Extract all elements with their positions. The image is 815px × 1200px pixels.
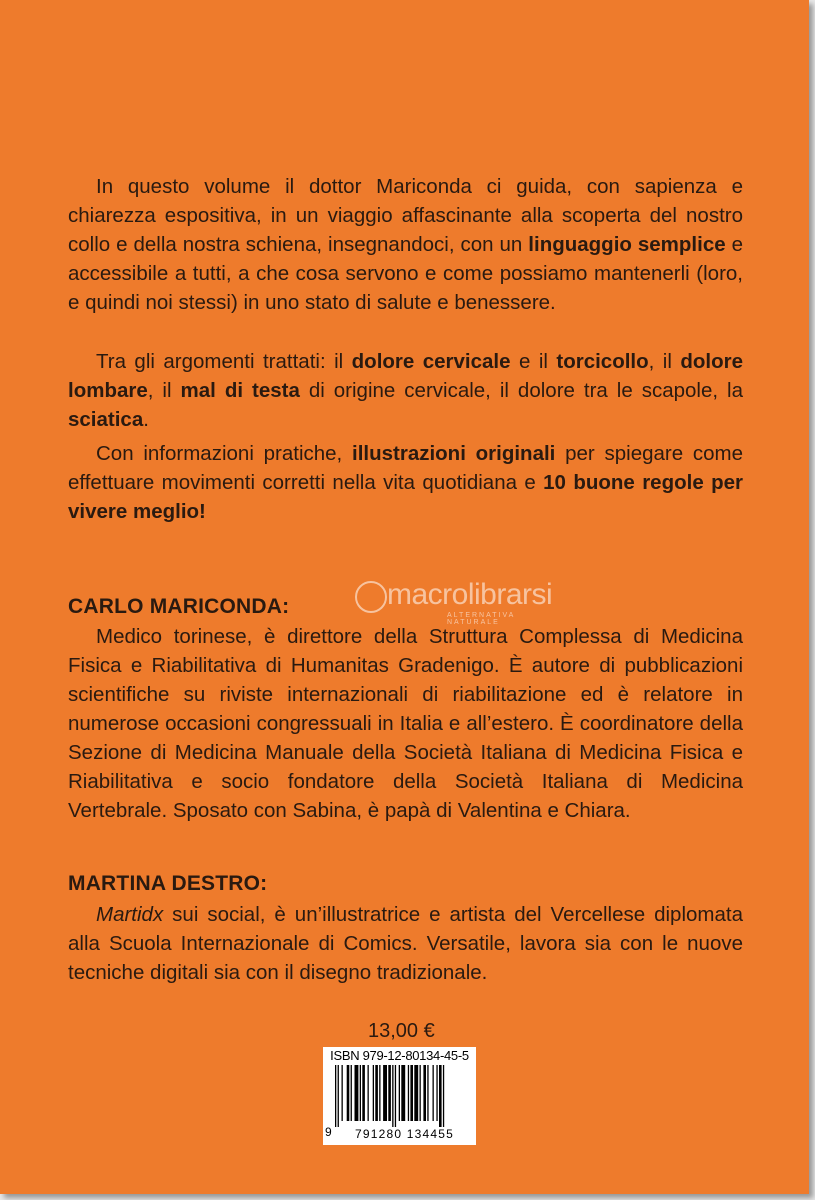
intro-paragraph-2 [68, 347, 743, 434]
bold-text: 10 buone regole per vivere meglio! [68, 471, 743, 523]
barcode-digits: 791280 134455 [354, 1127, 455, 1141]
barcode-bar [375, 1065, 378, 1121]
barcode-bar [423, 1065, 426, 1121]
author-bio-carlo: Medico torinese, è direttore della Struttura Complessa di Medicina Fisica e Riabilitativa di Humanitas Gradenigo. È autore di pubblicazioni scientifiche su riviste internazionali di riabilitazione ed è relatore in numerose occasioni congressuali in Italia e all’estero. È coordinatore della Sezione di Medicina Manuale della Società Italiana di Medicina Fisica e Riabilitativa e socio fondatore della Società Italiana di Medicina Vertebrale. Sposato con Sabina, è papà di Valentina e Chiara. [68, 625, 743, 822]
text-run: e il [510, 350, 557, 373]
barcode-bar [379, 1065, 380, 1121]
isbn-barcode [323, 1047, 476, 1145]
bold-text: illustrazioni originali [352, 442, 556, 465]
barcode-bar [383, 1065, 387, 1121]
barcode-bar [347, 1065, 350, 1121]
barcode-bar [362, 1065, 365, 1121]
isbn-label: ISBN 979-12-80134-45-5 [330, 1048, 469, 1063]
watermark [355, 578, 565, 628]
bold-text: linguaggio semplice [528, 233, 726, 256]
barcode-bar [408, 1065, 409, 1121]
author-heading-carlo: CARLO MARICONDA: [68, 595, 290, 618]
barcode-bar [342, 1065, 343, 1121]
barcode-bar [443, 1065, 444, 1127]
barcode-bar [399, 1065, 400, 1121]
barcode-bar [410, 1065, 413, 1121]
bold-text: dolore cervicale [351, 350, 511, 373]
barcode-bar [338, 1065, 339, 1127]
bold-text: sciatica [68, 408, 144, 431]
barcode-bar [351, 1065, 352, 1121]
barcode-bar [373, 1065, 374, 1121]
barcode-bar [436, 1065, 437, 1121]
barcode-bar [360, 1065, 361, 1121]
bold-text: torcicollo [556, 350, 649, 373]
text-run: In questo volume il dottor Mariconda ci guida, con sapienza e chiarezza espositiva, in un viaggio affascinante alla scoperta del nostro collo e della nostra schiena, insegnandoci, con un [68, 175, 743, 256]
bold-text: dolore lombare [68, 350, 743, 402]
barcode-bar [368, 1065, 369, 1121]
bold-text: mal di testa [180, 379, 300, 402]
barcode-bar [335, 1065, 336, 1127]
text-run: Tra gli argomenti trattati: il [96, 350, 352, 373]
barcode-bar [388, 1065, 391, 1121]
price: 13,00 € [368, 1020, 435, 1042]
text-run: di origine cervicale, il dolore tra le scapole, la [299, 379, 744, 402]
barcode-first-digit: 9 [325, 1125, 332, 1139]
intro-paragraph-1 [68, 172, 743, 317]
intro-paragraph-3 [68, 439, 743, 526]
barcode-bar [414, 1065, 418, 1121]
barcode-bar [433, 1065, 434, 1121]
text-run: , il [648, 350, 681, 373]
text-run: . [143, 408, 149, 431]
author-heading-martina: MARTINA DESTRO: [68, 872, 268, 895]
barcode-bar [427, 1065, 428, 1121]
barcode-bar [395, 1065, 396, 1127]
barcode-icon [327, 1065, 472, 1127]
watermark-logo-icon [355, 581, 387, 613]
barcode-bar [392, 1065, 393, 1127]
text-run: sui social, è un’illustratrice e artista del Vercellese diplomata alla Scuola Internazionale di Comics. Versatile, lavora sia con le nuove tecniche digitali sia con il disegno tradizionale. [68, 903, 743, 984]
text-run: per spiegare come effettuare movimenti corretti nella vita quotidiana e [68, 442, 744, 494]
barcode-bar [420, 1065, 421, 1121]
barcode-bar [401, 1065, 405, 1121]
text-run: , il [147, 379, 181, 402]
barcode-bar [355, 1065, 359, 1121]
author-bio-martina [68, 900, 743, 987]
text-run: Con informazioni pratiche, [96, 442, 352, 465]
watermark-subtext: ALTERNATIVA NATURALE [447, 612, 515, 626]
italic-text: Martidx [96, 903, 164, 926]
watermark-text: macrolibrarsi [387, 578, 553, 611]
barcode-bar [439, 1065, 442, 1127]
text-run: e accessibile a tutti, a che cosa servono e come possiamo mantenerli (loro, e quindi noi stessi) in uno stato di salute e benessere. [68, 233, 744, 314]
